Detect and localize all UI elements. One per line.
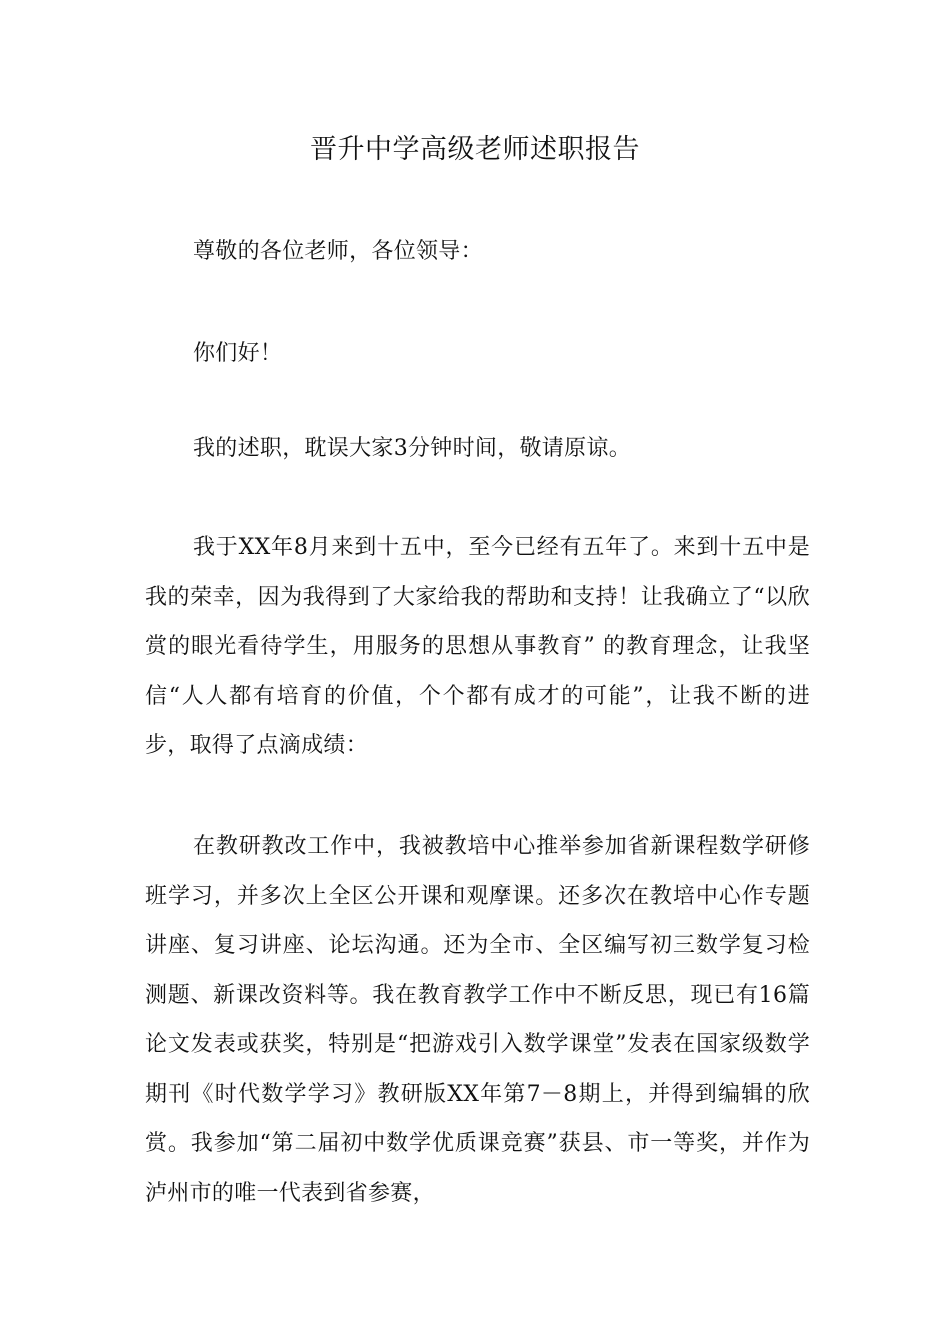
teaching-research-paragraph: 在教研教改工作中，我被教培中心推举参加省新课程数学研修班学习，并多次上全区公开课和观摩课。还多次在教培中心作专题讲座、复习讲座、论坛沟通。还为全市、全区编写初三数学复习检测题、新课改资料等。我在教育教学工作中不断反思，现已有16篇论文发表或获奖，特别是“把游戏引入数学课堂”发表在国家级数学期刊《时代数学学习》教研版XX年第7－8期上，并得到编辑的欣赏。我参加“第二届初中数学优质课竞赛”获县、市一等奖，并作为泸州市的唯一代表到省参赛， (145, 834, 810, 1206)
greeting-paragraph: 你们好！ (193, 341, 283, 366)
apology-paragraph: 我的述职，耽误大家3分钟时间，敬请原谅。 (193, 436, 631, 461)
document-title: 晋升中学高级老师述职报告 (310, 134, 640, 165)
introduction-paragraph: 我于XX年8月来到十五中，至今已经有五年了。来到十五中是我的荣幸，因为我得到了大家给我的帮助和支持！让我确立了“以欣赏的眼光看待学生，用服务的思想从事教育” 的教育理念，让我坚信“人人都有培育的价值，个个都有成才的可能”，让我不断的进步，取得了点滴成绩： (145, 535, 810, 758)
salutation-paragraph: 尊敬的各位老师，各位领导： (193, 239, 483, 264)
